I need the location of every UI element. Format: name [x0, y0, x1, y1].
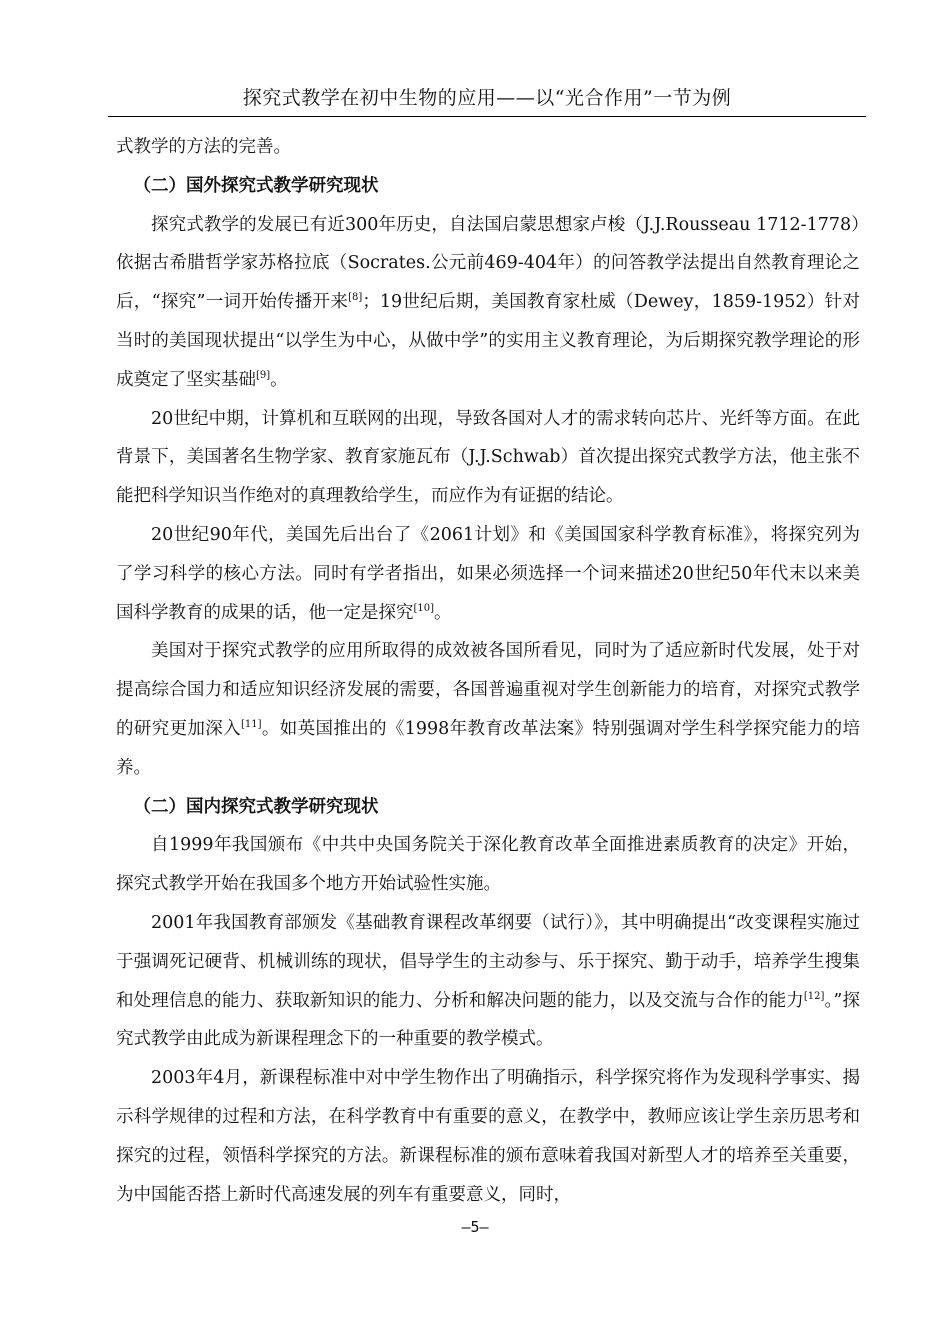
paragraph-continuation: 式教学的方法的完善。	[116, 137, 291, 157]
paragraph-mid-century: 20世纪中期，计算机和互联网的出现，导致各国对人才的需求转向芯片、光纤等方面。在此背景下，美国著名生物学家、教育家施瓦布（J.J.Schwab）首次提出探究式教学方法，他主张不能把科学知识当作绝对的真理教给学生，而应作为有证据的结论。	[116, 408, 860, 507]
paragraph-international-text-1: 美国对于探究式教学的应用所取得的成效被各国所看见，同时为了适应新时代发展，处于对提高综合国力和适应知识经济发展的需要，各国普遍重视对学生创新能力的培育，对探究式教学的研究更加深入	[116, 641, 860, 739]
citation-8: [8]	[348, 292, 363, 304]
paragraph-2001-text-1: 2001年我国教育部颁发《基础教育课程改革纲要（试行）》，其中明确提出“改变课程实施过于强调死记硬背、机械训练的现状，倡导学生的主动参与、乐于探究、勤于动手，培养学生搜集和处理信息的能力、获取新知识的能力、分析和解决问题的能力，以及交流与合作的能力	[116, 912, 860, 1011]
citation-12: [12]	[803, 990, 825, 1002]
paragraph-international-text-2: 。如英国推出的《1998年教育改革法案》特别强调对学生科学探究能力的培养。	[116, 718, 860, 778]
paragraph-1990s	[116, 516, 860, 632]
page-number: —5—	[461, 1218, 489, 1236]
paragraph-1990s-text-2: 。	[434, 602, 452, 623]
paragraph-international	[116, 632, 860, 787]
citation-11: [11]	[241, 719, 262, 731]
paragraph-1999: 自1999年我国颁布《中共中央国务院关于深化教育改革全面推进素质教育的决定》开始，探究式教学开始在我国多个地方开始试验性实施。	[116, 835, 860, 895]
citation-9: [9]	[256, 369, 271, 381]
section-heading-foreign: （二）国外探究式教学研究现状	[133, 175, 379, 196]
paragraph-history-text-1: 探究式教学的发展已有近300年历史，自法国启蒙思想家卢梭（J.J.Rousseau 1712-1778）依据古希腊哲学家苏格拉底（Socrates.公元前469-404年）的问答教学法提出自然教育理论之后，“探究”一词开始传播开来	[116, 214, 860, 313]
paragraph-2003: 2003年4月，新课程标准中对中学生物作出了明确指示，科学探究将作为发现科学事实、揭示科学规律的过程和方法，在科学教育中有重要的意义，在教学中，教师应该让学生亲历思考和探究的过程，领悟科学探究的方法。新课程标准的颁布意味着我国对新型人才的培养至关重要，为中国能否搭上新时代高速发展的列车有重要意义，同时，	[116, 1068, 860, 1205]
paragraph-history-text-3: 。	[270, 369, 288, 390]
body-text	[116, 128, 860, 1214]
paragraph-1990s-text-1: 20世纪90年代，美国先后出台了《2061计划》和《美国国家科学教育标准》，将探究列为了学习科学的核心方法。同时有学者指出，如果必须选择一个词来描述20世纪50年代末以来美国科学教育的成果的话，他一定是探究	[116, 524, 860, 623]
paragraph-history	[116, 206, 860, 400]
paragraph-2001-text-2: 。”探究式教学由此成为新课程理念下的一种重要的教学模式。	[116, 990, 860, 1050]
paragraph-2001	[116, 904, 860, 1059]
running-header: 探究式教学在初中生物的应用——以“光合作用”一节为例	[108, 80, 866, 117]
section-heading-domestic: （二）国内探究式教学研究现状	[133, 796, 379, 817]
paragraph-history-text-2: ；19世纪后期，美国教育家杜威（Dewey，1859-1952）针对当时的美国现状提出“以学生为中心，从做中学”的实用主义教育理论，为后期探究教学理论的形成奠定了坚实基础	[116, 292, 860, 390]
citation-10: [10]	[413, 602, 435, 614]
